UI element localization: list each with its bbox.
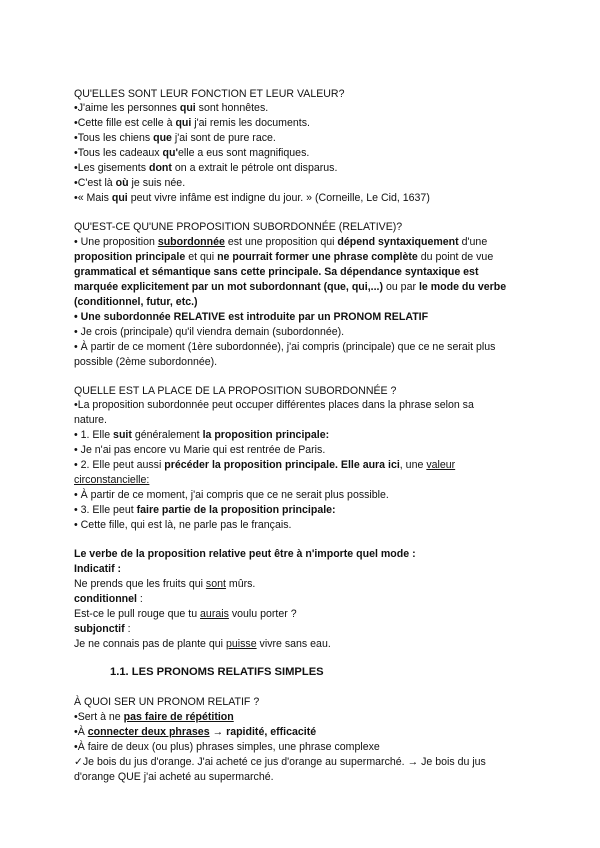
example-line: •Les gisements dont on a extrait le pétrole ont disparus.: [74, 162, 338, 174]
section-heading-modes: Le verbe de la proposition relative peut être à n'importe quel mode :: [74, 548, 416, 560]
definition-line: marquée explicitement par un mot subordonnant (que, qui,...) ou par le mode du verbe: [74, 281, 507, 293]
definition-line: • Une proposition subordonnée est une proposition qui dépend syntaxiquement d'une: [74, 236, 488, 248]
definition-line: (conditionnel, futur, etc.): [74, 296, 198, 308]
section-heading-definition: QU'EST-CE QU'UNE PROPOSITION SUBORDONNÉE (RELATIVE)?: [74, 221, 403, 233]
question-line: À QUOI SER UN PRONOM RELATIF ?: [74, 696, 260, 708]
mode-label: subjonctif :: [74, 623, 131, 635]
subsection-title: 1.1. LES PRONOMS RELATIFS SIMPLES: [110, 666, 324, 678]
text-line: • 3. Elle peut faire partie de la proposition principale:: [74, 504, 336, 516]
text-line: circonstancielle:: [74, 474, 150, 486]
mode-label: conditionnel :: [74, 593, 143, 605]
example-line: •Cette fille est celle à qui j'ai remis les documents.: [74, 117, 310, 129]
definition-line: proposition principale et qui ne pourrait former une phrase complète du point de vue: [74, 251, 494, 263]
example-line: d'orange QUE j'ai acheté au supermarché.: [74, 771, 274, 783]
definition-line: grammatical et sémantique sans cette principale. Sa dépendance syntaxique est: [74, 266, 479, 278]
example-line: •J'aime les personnes qui sont honnêtes.: [74, 102, 269, 114]
section-heading-function: QU'ELLES SONT LEUR FONCTION ET LEUR VALEUR?: [74, 88, 345, 100]
mode-example: Je ne connais pas de plante qui puisse vivre sans eau.: [74, 638, 331, 650]
text-line: •À connecter deux phrases → rapidité, efficacité: [74, 726, 317, 738]
text-line: • 1. Elle suit généralement la proposition principale:: [74, 429, 330, 441]
example-line: ✓Je bois du jus d'orange. J'ai acheté ce jus d'orange au supermarché. → Je bois du jus: [74, 756, 486, 768]
example-line: •C'est là où je suis née.: [74, 177, 186, 189]
text-line: •À faire de deux (ou plus) phrases simples, une phrase complexe: [74, 741, 380, 753]
example-line: • À partir de ce moment (1ère subordonnée), j'ai compris (principale) que ce ne serait plus: [74, 341, 496, 353]
example-line: •Tous les chiens que j'ai sont de pure race.: [74, 132, 276, 144]
text-line: • 2. Elle peut aussi précéder la proposition principale. Elle aura ici, une valeur: [74, 459, 456, 471]
definition-line: • Une subordonnée RELATIVE est introduite par un PRONOM RELATIF: [74, 311, 429, 323]
example-line: • Je n'ai pas encore vu Marie qui est rentrée de Paris.: [74, 444, 326, 456]
example-line: • Je crois (principale) qu'il viendra demain (subordonnée).: [74, 326, 345, 338]
mode-label: Indicatif :: [74, 563, 122, 575]
example-line: •« Mais qui peut vivre infâme est indigne du jour. » (Corneille, Le Cid, 1637): [74, 192, 430, 204]
mode-example: Ne prends que les fruits qui sont mûrs.: [74, 578, 256, 590]
text-line: •La proposition subordonnée peut occuper différentes places dans la phrase selon sa: [74, 399, 474, 411]
text-line: •Sert à ne pas faire de répétition: [74, 711, 234, 723]
mode-example: Est-ce le pull rouge que tu aurais voulu porter ?: [74, 608, 297, 620]
example-line: •Tous les cadeaux qu'elle a eus sont magnifiques.: [74, 147, 310, 159]
example-line: • À partir de ce moment, j'ai compris que ce ne serait plus possible.: [74, 489, 389, 501]
text-line: nature.: [74, 414, 107, 426]
section-heading-place: QUELLE EST LA PLACE DE LA PROPOSITION SUBORDONNÉE ?: [74, 385, 397, 397]
example-line: possible (2ème subordonnée).: [74, 356, 218, 368]
example-line: • Cette fille, qui est là, ne parle pas le français.: [74, 519, 292, 531]
